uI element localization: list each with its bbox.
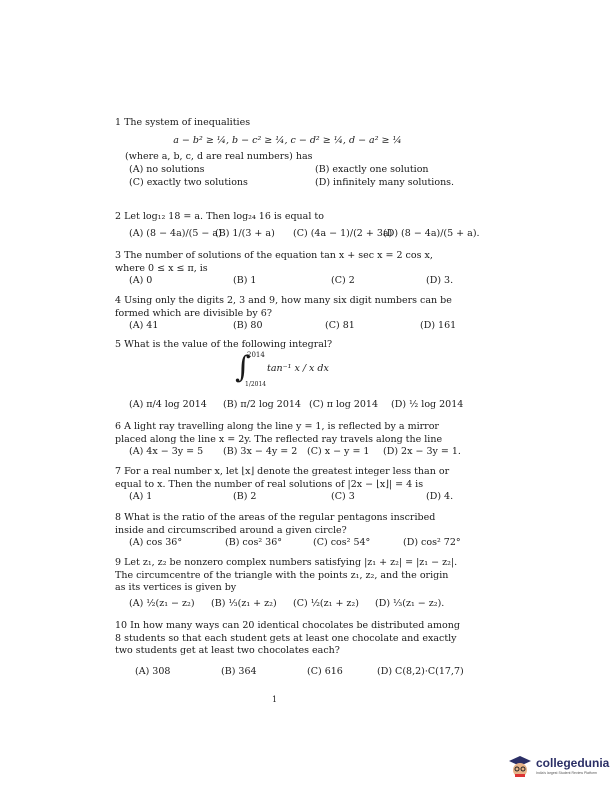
- integrand: tan⁻¹ x / x dx: [267, 363, 329, 374]
- option-a: (A) (8 − 4a)/(5 − a): [129, 227, 222, 239]
- question-text: 9 Let z₁, z₂ be nonzero complex numbers satisfying |z₁ + z₂| = |z₁ − z₂|. The circumcentre of the triangle with the points z₁, z₂, and the origin as its vertices is given by: [115, 557, 458, 593]
- question-7: [115, 466, 460, 504]
- integral-sign: ∫: [235, 350, 251, 385]
- options-row: [115, 224, 480, 244]
- option-b: (B) cos² 36°: [225, 537, 282, 548]
- question-6: [115, 421, 460, 459]
- question-text: 5 What is the value of the following integral?: [115, 339, 333, 350]
- option-c: (C) 3: [331, 491, 355, 502]
- option-a: (A) 308: [135, 665, 171, 677]
- upper-limit: 2014: [247, 351, 265, 359]
- options-row: [115, 320, 460, 333]
- option-c: (C) π log 2014: [309, 399, 379, 410]
- question-note: (where a, b, c, d are real numbers) has: [125, 151, 313, 162]
- question-text: 6 A light ray travelling along the line y = 1, is reflected by a mirror placed along the line x = 2y. The reflected ray travels along the line: [115, 421, 443, 445]
- question-3: [115, 250, 460, 288]
- question-text: 2 Let log₁₂ 18 = a. Then log₂₄ 16 is equal to: [115, 211, 324, 222]
- options-row: [115, 537, 460, 550]
- option-d: (D) 3.: [426, 275, 454, 286]
- option-a: (A) ½(z₁ − z₂): [129, 597, 195, 609]
- question-text: 7 For a real number x, let ⌊x⌋ denote the greatest integer less than or equal to x. Then the number of real solutions of |2x − ⌊x⌋| = 4 is: [115, 466, 450, 490]
- options-row: [115, 275, 460, 288]
- question-1: [115, 117, 460, 190]
- option-a: (A) 0: [129, 275, 153, 286]
- question-5: [115, 339, 460, 352]
- logo-text: collegedunia: [536, 756, 610, 770]
- question-4: [115, 295, 460, 333]
- option-d: (D) 2x − 3y = 1.: [383, 446, 461, 457]
- option-a: (A) no solutions: [129, 163, 205, 175]
- options-row: [115, 177, 460, 190]
- question-10: [115, 620, 464, 678]
- option-d: (D) 161: [420, 320, 457, 331]
- logo-tagline: India's largest Student Review Platform: [536, 771, 597, 775]
- option-b: (B) 80: [233, 320, 263, 331]
- option-b: (B) 1/(3 + a): [215, 227, 275, 239]
- option-d: (D) ½ log 2014: [391, 399, 464, 410]
- option-a: (A) 4x − 3y = 5: [129, 446, 204, 457]
- option-b: (B) 364: [221, 665, 257, 677]
- option-b: (B) 3x − 4y = 2: [223, 446, 298, 457]
- option-d: (D) cos² 72°: [403, 537, 461, 548]
- option-d: (D) 4.: [426, 491, 454, 502]
- option-b: (B) exactly one solution: [315, 163, 429, 175]
- option-d: (D) ⅓(z₁ − z₂).: [375, 597, 445, 609]
- question-2: [115, 211, 480, 244]
- options-row: [115, 399, 464, 412]
- option-a: (A) 41: [129, 320, 159, 331]
- collegedunia-logo[interactable]: [506, 752, 610, 782]
- option-c: (C) ½(z₁ + z₂): [293, 597, 359, 609]
- options-row: [115, 595, 460, 613]
- mascot-icon: [506, 752, 534, 780]
- question-text: 10 In how many ways can 20 identical chocolates be distributed among 8 students so that each student gets at least one chocolate and exactly two students get at least two chocolates each?: [115, 620, 460, 656]
- option-c: (C) (4a − 1)/(2 + 3a): [293, 227, 393, 239]
- option-c: (C) 616: [307, 665, 343, 677]
- inequalities: a − b² ≥ ¼, b − c² ≥ ¼, c − d² ≥ ¼, d − a² ≥ ¼: [173, 134, 402, 146]
- option-c: (C) x − y = 1: [307, 446, 370, 457]
- option-b: (B) π/2 log 2014: [223, 399, 301, 410]
- option-a: (A) 1: [129, 491, 153, 502]
- options-row: [115, 491, 460, 504]
- options-row: [115, 164, 460, 177]
- option-d: (D) (8 − 4a)/(5 + a).: [383, 227, 480, 239]
- option-a: (A) π/4 log 2014: [129, 399, 207, 410]
- options-row: [115, 446, 460, 459]
- option-a: (A) cos 36°: [129, 537, 183, 548]
- lower-limit: 1/2014: [245, 381, 267, 388]
- option-d: (D) infinitely many solutions.: [315, 176, 455, 188]
- question-5-options: [115, 399, 464, 412]
- question-8: [115, 512, 460, 550]
- question-text: 8 What is the ratio of the areas of the regular pentagons inscribed inside and circumscribed around a given circle?: [115, 512, 436, 536]
- page-number: 1: [272, 695, 278, 704]
- question-9: [115, 557, 460, 613]
- question-text: 4 Using only the digits 2, 3 and 9, how many six digit numbers can be formed which are divisible by 6?: [115, 295, 452, 319]
- options-row: [115, 658, 464, 678]
- option-d: (D) C(8,2)·C(17,7): [377, 665, 464, 677]
- option-b: (B) ⅓(z₁ + z₂): [211, 597, 277, 609]
- option-c: (C) 2: [331, 275, 355, 286]
- option-c: (C) 81: [325, 320, 355, 331]
- question-text: 1 The system of inequalities: [115, 117, 251, 128]
- question-text: 3 The number of solutions of the equation tan x + sec x = 2 cos x, where 0 ≤ x ≤ π, is: [115, 250, 433, 274]
- option-b: (B) 2: [233, 491, 257, 502]
- option-b: (B) 1: [233, 275, 257, 286]
- option-c: (C) cos² 54°: [313, 537, 371, 548]
- option-c: (C) exactly two solutions: [129, 176, 248, 188]
- integral-expression: [235, 350, 355, 393]
